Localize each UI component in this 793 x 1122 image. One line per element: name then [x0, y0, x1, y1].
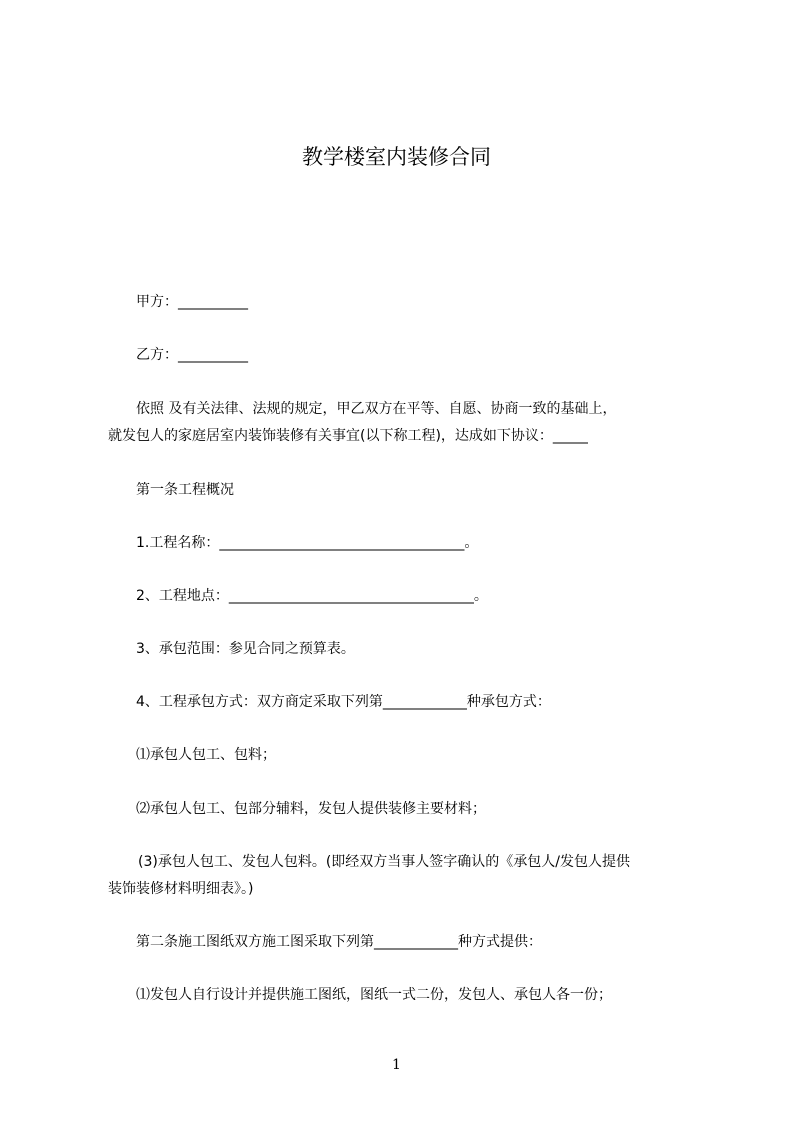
party-a-line: 甲方：__________	[136, 294, 248, 310]
contract-method-line: 4、工程承包方式：双方商定采取下列第____________种承包方式：	[136, 694, 551, 710]
party-b-line: 乙方：__________	[136, 347, 248, 363]
method-option-3-line-2: 装饰装修材料明细表》。)	[108, 881, 254, 897]
drawing-option-1: ⑴发包人自行设计并提供施工图纸，图纸一式二份，发包人、承包人各一份；	[136, 987, 612, 1003]
project-name-line: 1.工程名称：___________________________________。	[136, 535, 479, 551]
page-number: 1	[392, 1057, 401, 1073]
article-2-heading: 第二条施工图纸双方施工图采取下列第____________种方式提供：	[136, 934, 542, 950]
preamble-line-2: 就发包人的家庭居室内装饰装修有关事宜(以下称工程)，达成如下协议：_____	[108, 428, 588, 444]
preamble-line-1: 依照 及有关法律、法规的规定，甲乙双方在平等、自愿、协商一致的基础上，	[136, 401, 617, 417]
article-1-heading: 第一条工程概况	[136, 482, 234, 498]
method-option-1: ⑴承包人包工、包料；	[136, 747, 276, 763]
method-option-3-line-1: (3)承包人包工、发包人包料。(即经双方当事人签字确认的《承包人/发包人提供	[138, 854, 631, 870]
method-option-2: ⑵承包人包工、包部分辅料，发包人提供装修主要材料；	[136, 801, 486, 817]
document-title: 教学楼室内装修合同	[302, 145, 491, 169]
project-location-line: 2、工程地点：___________________________________。	[136, 588, 488, 604]
contract-scope-line: 3、承包范围：参见合同之预算表。	[136, 641, 355, 657]
